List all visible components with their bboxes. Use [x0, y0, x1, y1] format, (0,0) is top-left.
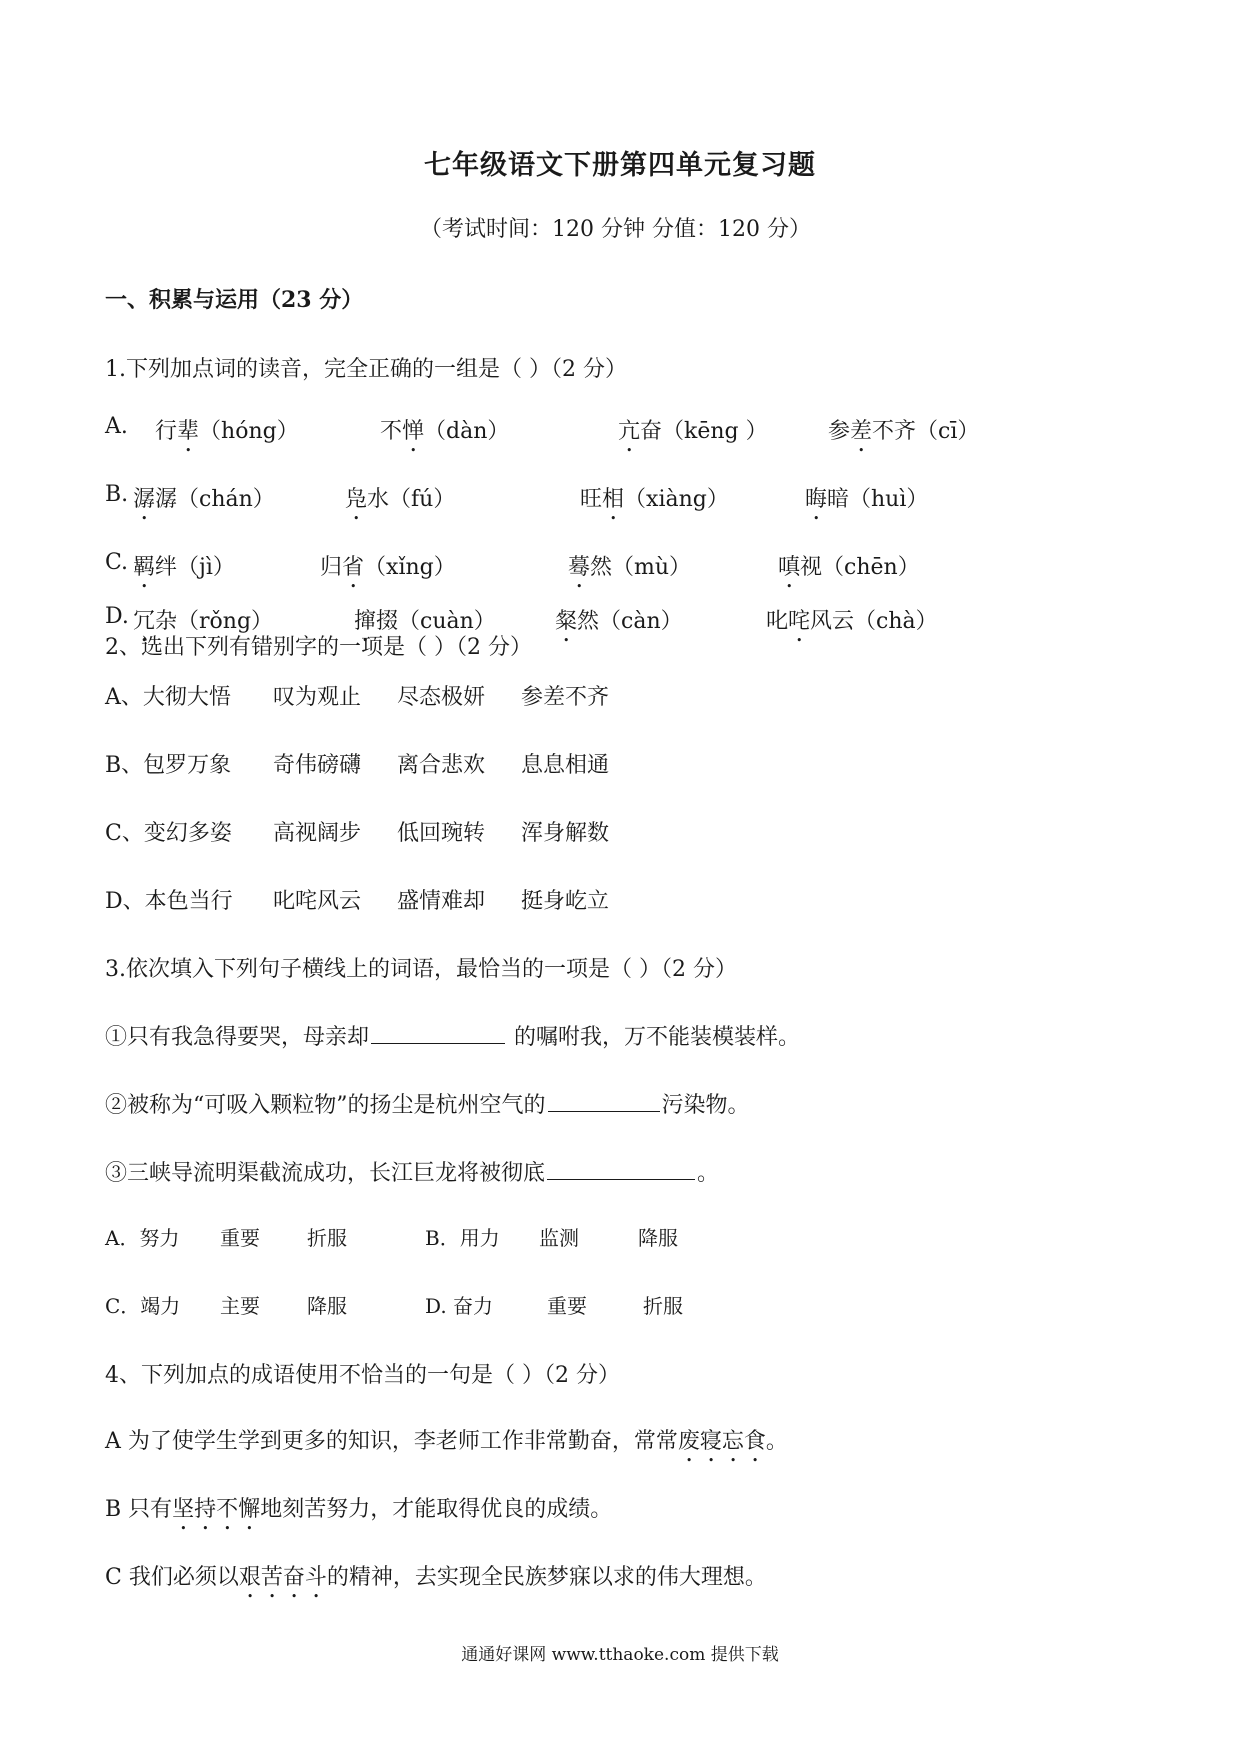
- q1-option-a-item-1: 行辈（hóng）: [155, 419, 299, 444]
- q4-option-b: B 只有坚持不懈地刻苦努力，才能取得优良的成绩。: [105, 1497, 613, 1522]
- q1-option-d-item-3: 粲然（càn）: [555, 609, 683, 634]
- q3-sentence-1: ①只有我急得要哭，母亲却 的嘱咐我，万不能装模装样。: [105, 1025, 801, 1050]
- q1-option-c-item-4: 嗔视（chēn）: [778, 555, 920, 580]
- q1-option-d-item-4: 叱咤风云（chà）: [766, 609, 938, 634]
- question-1-stem: 1.下列加点词的读音，完全正确的一组是（ ）（2 分）: [105, 357, 627, 382]
- q3-option-c: C．竭力 主要 降服: [105, 1294, 347, 1318]
- q1-option-d-label: D.: [105, 604, 129, 629]
- q4-option-a: A 为了使学生学到更多的知识，李老师工作非常勤奋，常常废寝忘食。: [105, 1429, 788, 1454]
- q4-option-c: C 我们必须以艰苦奋斗的精神，去实现全民族梦寐以求的伟大理想。: [105, 1565, 767, 1590]
- q1-option-b-item-4: 晦暗（huì）: [805, 487, 929, 512]
- q1-option-c-item-1: 羁绊（jì）: [133, 555, 235, 580]
- page-footer: 通通好课网 www.tthaoke.com 提供下载: [461, 1645, 779, 1665]
- q1-option-b-item-2: 凫水（fú）: [345, 487, 456, 512]
- page-title: 七年级语文下册第四单元复习题: [424, 150, 816, 181]
- q1-option-a-item-3: 亢奋（kēng ）: [618, 419, 768, 444]
- q2-option-c: C、变幻多姿 高视阔步 低回琬转 浑身解数: [105, 821, 610, 846]
- q1-option-c-label: C.: [105, 550, 129, 575]
- q1-option-b-item-1: 潺潺（chán）: [133, 487, 275, 512]
- question-3-stem: 3.依次填入下列句子横线上的词语，最恰当的一项是（ ）（2 分）: [105, 957, 737, 982]
- q1-option-a-label: A.: [105, 414, 128, 439]
- q2-option-d: D、本色当行 叱咤风云 盛情难却 挺身屹立: [105, 889, 610, 914]
- q1-option-a-item-4: 参差不齐（cī）: [828, 419, 980, 444]
- q1-option-d-item-1: 冗杂（rǒng）: [133, 609, 274, 634]
- q3-option-b: B．用力 监测 降服: [425, 1226, 678, 1250]
- q1-option-d-item-2: 撺掇（cuàn）: [354, 609, 496, 634]
- exam-info: （考试时间：120 分钟 分值：120 分）: [420, 217, 811, 242]
- q1-option-c-item-3: 蓦然（mù）: [568, 555, 692, 580]
- q1-option-b-label: B.: [105, 482, 129, 507]
- question-4-stem: 4、下列加点的成语使用不恰当的一句是（ ）（2 分）: [105, 1363, 620, 1388]
- q1-option-c-item-2: 归省（xǐng）: [320, 555, 456, 580]
- q3-blank-2: [548, 1091, 660, 1112]
- q2-option-b: B、包罗万象 奇伟磅礴 离合悲欢 息息相通: [105, 753, 610, 778]
- question-2-stem: 2、选出下列有错别字的一项是（ ）（2 分）: [105, 635, 532, 660]
- q1-option-a-item-2: 不惮（dàn）: [380, 419, 510, 444]
- q3-option-a: A．努力 重要 折服: [105, 1226, 347, 1250]
- q3-blank-1: [371, 1023, 505, 1044]
- q3-sentence-2: ②被称为“可吸入颗粒物”的扬尘是杭州空气的 污染物。: [105, 1093, 750, 1118]
- q1-option-b-item-3: 旺相（xiàng）: [580, 487, 729, 512]
- section-heading: 一、积累与运用（23 分）: [105, 287, 364, 313]
- q3-option-d: D. 奋力 重要 折服: [425, 1294, 683, 1318]
- q3-blank-3: [547, 1159, 695, 1180]
- q3-sentence-3: ③三峡导流明渠截流成功，长江巨龙将被彻底 。: [105, 1161, 720, 1186]
- q2-option-a: A、大彻大悟 叹为观止 尽态极妍 参差不齐: [105, 685, 610, 710]
